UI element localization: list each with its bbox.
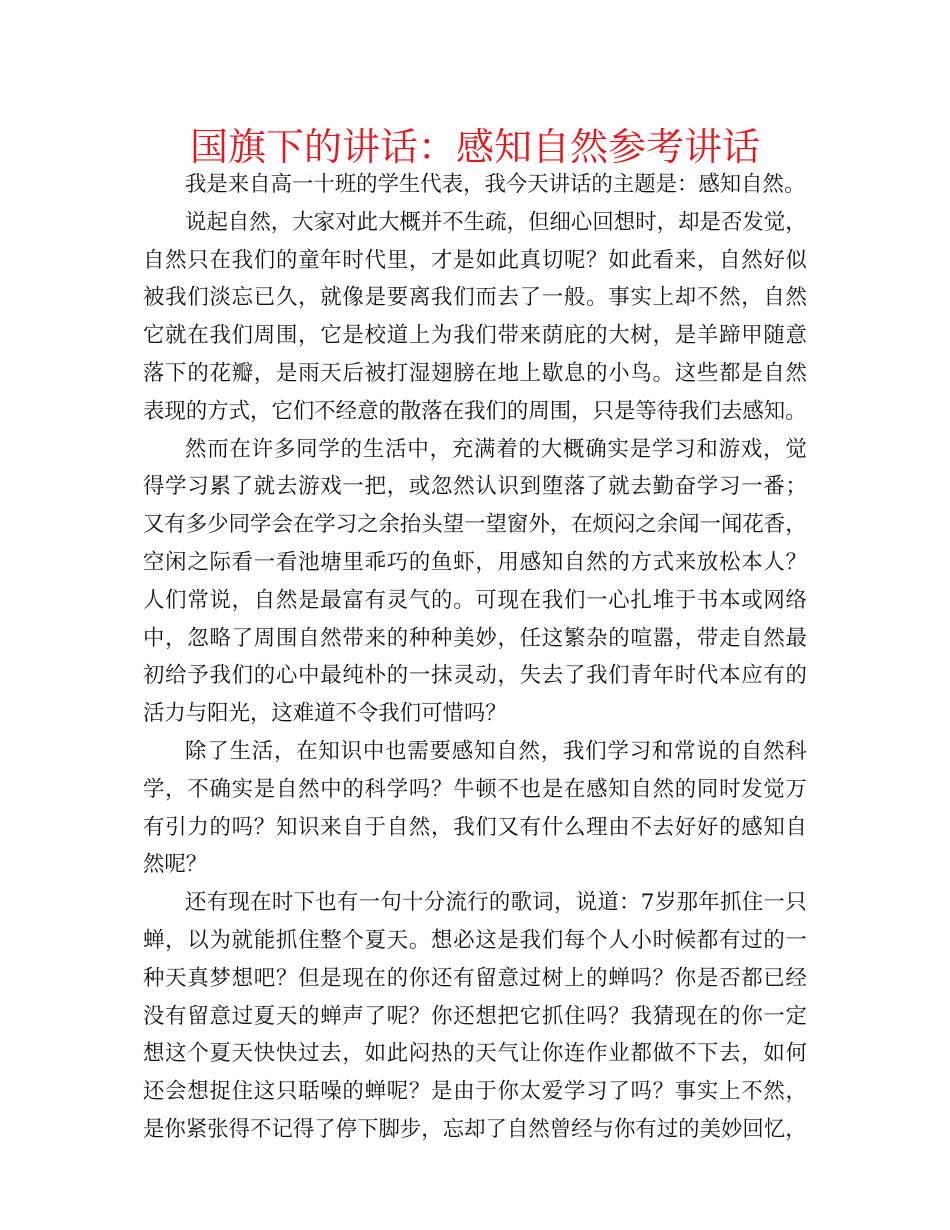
text-line: 空 闲 之 际 看 一 看 池 塘 里 乖 巧 的 鱼 虾 ， 用 感 知 自 然 的 方 式 来 放 松 本 人 ？	[143, 549, 807, 575]
text-line: 落 下 的 花 瓣 ， 是 雨 天 后 被 打 湿 翅 膀 在 地 上 歇 息 的 小 鸟 。 这 些 都 是 自 然	[143, 360, 807, 386]
document-body	[143, 166, 807, 1149]
text-line: 然 而 在 许 多 同 学 的 生 活 中 ， 充 满 着 的 大 概 确 实 是 学 习 和 游 戏 ， 觉	[185, 436, 807, 462]
text-line: 表 现 的 方 式 ， 它 们 不 经 意 的 散 落 在 我 们 的 周 围 ， 只 是 等 待 我 们 去 感 知 。	[143, 398, 807, 424]
text-line: 种 天 真 梦 想 吧 ？ 但 是 现 在 的 你 还 有 留 意 过 树 上 的 蝉 吗 ？ 你 是 否 都 已 经	[143, 965, 807, 991]
text-line: 蝉 ， 以 为 就 能 抓 住 整 个 夏 天 。 想 必 这 是 我 们 每 个 人 小 时 候 都 有 过 的 一	[143, 927, 807, 953]
text-line: 我是来自高一十班的学生代表，我今天讲话的主题是：感知自然。	[185, 172, 806, 197]
text-line: 还 会 想 捉 住 这 只 聒 噪 的 蝉 呢 ？ 是 由 于 你 太 爱 学 习 了 吗 ？ 事 实 上 不 然 ，	[143, 1079, 807, 1105]
text-line: 说 起 自 然 ， 大 家 对 此 大 概 并 不 生 疏 ， 但 细 心 回 想 时 ， 却 是 否 发 觉 ，	[185, 209, 807, 235]
text-line: 中 ， 忽 略 了 周 围 自 然 带 来 的 种 种 美 妙 ， 任 这 繁 杂 的 喧 嚣 ， 带 走 自 然 最	[143, 625, 807, 651]
text-line: 然呢？	[143, 852, 208, 878]
text-line: 想 这 个 夏 天 快 快 过 去 ， 如 此 闷 热 的 天 气 让 你 连 作 业 都 做 不 下 去 ， 如 何	[143, 1041, 807, 1067]
text-line: 又 有 多 少 同 学 会 在 学 习 之 余 抬 头 望 一 望 窗 外 ， 在 烦 闷 之 余 闻 一 闻 花 香 ，	[143, 512, 807, 538]
text-line: 是 你 紧 张 得 不 记 得 了 停 下 脚 步 ， 忘 却 了 自 然 曾 经 与 你 有 过 的 美 妙 回 忆 ，	[143, 1116, 807, 1142]
text-line: 自 然 只 在 我 们 的 童 年 时 代 里 ， 才 是 如 此 真 切 呢 ？ 如 此 看 来 ， 自 然 好 似	[143, 247, 807, 273]
text-line: 没 有 留 意 过 夏 天 的 蝉 声 了 呢 ？ 你 还 想 把 它 抓 住 吗 ？ 我 猜 现 在 的 你 一 定	[143, 1003, 807, 1029]
text-line: 有 引 力 的 吗 ？ 知 识 来 自 于 自 然 ， 我 们 又 有 什 么 理 由 不 去 好 好 的 感 知 自	[143, 814, 807, 840]
text-line: 活力与阳光，这难道不令我们可惜吗？	[143, 701, 507, 727]
text-line: 得 学 习 累 了 就 去 游 戏 一 把 ， 或 忽 然 认 识 到 堕 落 了 就 去 勤 奋 学 习 一 番 ；	[143, 474, 807, 500]
text-line: 被 我 们 淡 忘 已 久 ， 就 像 是 要 离 我 们 而 去 了 一 般 。 事 实 上 却 不 然 ， 自 然	[143, 285, 807, 311]
text-line: 人 们 常 说 ， 自 然 是 最 富 有 灵 气 的 。 可 现 在 我 们 一 心 扎 堆 于 书 本 或 网 络	[143, 587, 807, 613]
text-line: 它 就 在 我 们 周 围 ， 它 是 校 道 上 为 我 们 带 来 荫 庇 的 大 树 ， 是 羊 蹄 甲 随 意	[143, 323, 807, 349]
text-line: 学 ， 不 确 实 是 自 然 中 的 科 学 吗 ？ 牛 顿 不 也 是 在 感 知 自 然 的 同 时 发 觉 万	[143, 776, 807, 802]
text-line: 初 给 予 我 们 的 心 中 最 纯 朴 的 一 抹 灵 动 ， 失 去 了 我 们 青 年 时 代 本 应 有 的	[143, 663, 807, 689]
text-line: 除 了 生 活 ， 在 知 识 中 也 需 要 感 知 自 然 ， 我 们 学 习 和 常 说 的 自 然 科	[185, 738, 807, 764]
text-line: 还 有 现 在 时 下 也 有 一 句 十 分 流 行 的 歌 词 ， 说 道 ： 7 岁 那 年 抓 住 一 只	[185, 890, 807, 916]
page-title: 国旗下的讲话：感知自然参考讲话	[189, 125, 760, 169]
